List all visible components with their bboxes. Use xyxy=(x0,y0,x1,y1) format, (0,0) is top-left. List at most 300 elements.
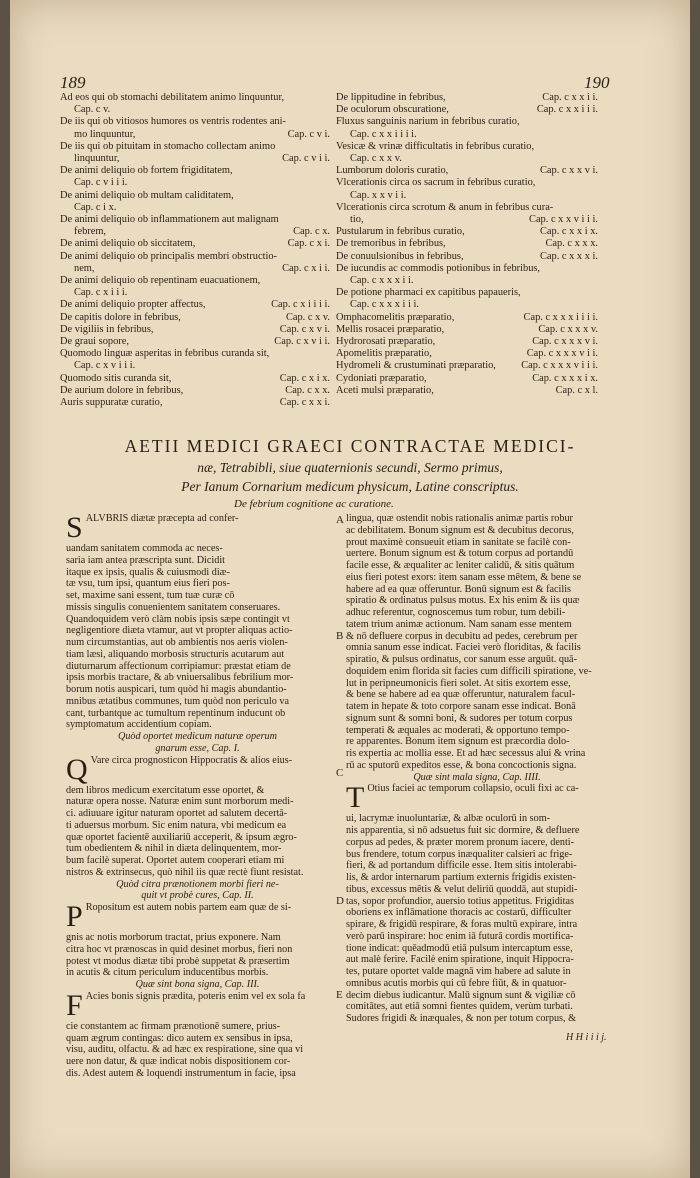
text-line-content: lut in peripneumonicis fieri solet. At sitis exortem esse, xyxy=(346,677,571,689)
text-line xyxy=(66,991,329,1021)
text-line-content: spiratio & ordinatus pulsus motus. Ex his enim & iis quæ xyxy=(346,595,580,607)
index-entry-chapter: Cap. c x v i i. xyxy=(274,336,330,348)
text-line xyxy=(66,1056,329,1068)
text-line-content: cie constantem ac firmam prænotionē sumere, prius- xyxy=(66,1020,281,1032)
index-entry-chapter xyxy=(326,92,330,104)
index-entry-text: De potione pharmaci ex capitibus papaueris, xyxy=(336,287,521,299)
text-line-content: potest vt modus diætæ tibi probè suppetat & præsertim xyxy=(66,955,290,967)
text-line xyxy=(346,584,608,596)
index-entry xyxy=(336,275,598,287)
index-entry-text: De animi deliquio ob fortem frigiditatem, xyxy=(60,165,233,177)
text-line-content: tatem trium animæ actionum. Nam sanam esse mentem xyxy=(346,618,572,630)
index-entry xyxy=(336,360,598,372)
index-entry-chapter: Cap. c v i. xyxy=(287,128,330,140)
text-line-content: facile esse, & æqualiter ac leniter calidū, & sitis quātum xyxy=(346,560,575,571)
text-line-content: tatem in hepate & toto corpore sanam esse indicat. Bonā xyxy=(346,701,576,712)
index-entry-text: De capitis dolore in febribus, xyxy=(60,311,181,323)
index-entry-chapter xyxy=(326,214,330,226)
text-line-content: saria iam antea præscripta sunt. Dicidit xyxy=(66,554,225,566)
text-line xyxy=(66,967,329,979)
index-entry xyxy=(60,153,330,165)
text-line xyxy=(66,625,329,637)
text-line-content: bus frendere, totum corpus inæqualiter calsieri ac frige- xyxy=(346,848,573,860)
index-entry-chapter: Cap. c x x v i. xyxy=(539,165,598,177)
text-line-content: itaque ex ipsis, qualis & cuiusmodi diæ- xyxy=(66,566,230,578)
index-entry-text: Vlcerationis circa os sacrum in febribus curatio, xyxy=(336,177,536,189)
index-entry xyxy=(60,165,330,177)
text-line xyxy=(66,513,329,543)
index-entry-text: Cap. c x i i i. xyxy=(74,287,128,299)
text-line xyxy=(66,843,329,855)
index-entry-text: Aceti mulsi præparatio, xyxy=(336,384,434,396)
text-line-content: rū ac sputorū expeditos esse, & bona concoctionis signa. xyxy=(346,759,577,771)
index-entry-text: Cap. c x x x i i i. xyxy=(350,299,419,311)
index-entry-text: Cap. c i x. xyxy=(74,201,117,213)
margin-mark-c: C xyxy=(336,767,344,779)
text-line xyxy=(346,631,608,643)
text-line-content: & nō defluere corpus in decubitu ad pedes, cerebrum per xyxy=(346,630,578,642)
text-line-content: ac debilitatem. Bonum signum est & decubitus decorus, xyxy=(346,524,574,536)
margin-mark-b: B xyxy=(336,630,344,642)
text-line xyxy=(346,689,608,701)
index-entry xyxy=(336,373,598,385)
index-entry-text: De vigiliis in febribus, xyxy=(60,323,154,335)
index-entry-chapter xyxy=(594,177,598,189)
text-line-content: signum sunt & somni boni, & sudores per totum corpus xyxy=(346,712,573,724)
text-line-content: Quòd citra prænotionem morbi fieri ne- xyxy=(116,878,279,890)
index-entry-chapter: Cap. c x x x v i i. xyxy=(526,348,598,360)
index-entry-text: De lippitudine in febribus, xyxy=(336,92,446,103)
text-line xyxy=(346,736,608,748)
index-entry-text: De aurium dolore in febribus, xyxy=(60,384,184,396)
index-entry-text: Cap. c x v i i i. xyxy=(74,360,136,372)
index-entry xyxy=(336,202,598,214)
text-line xyxy=(346,666,608,678)
text-line-content: tibus, excessus mētis & velut deliriū quoddā, aut stupidi- xyxy=(346,883,578,895)
text-line-content: num circumstantias, aut ob ambientis nos aeris violen- xyxy=(66,637,288,648)
chapter-index-left xyxy=(60,92,330,409)
text-line-content: tione indicat: quēadmodū etiā pulsum intercaptum esse, xyxy=(346,942,573,954)
text-line xyxy=(66,1033,329,1045)
text-line xyxy=(346,943,608,955)
text-line xyxy=(346,813,608,825)
text-line-content: in acutis & citum periculum inducentibus morbis. xyxy=(66,967,269,979)
index-entry xyxy=(60,324,330,336)
text-line xyxy=(346,572,608,584)
text-line xyxy=(346,713,608,725)
index-entry xyxy=(60,226,330,238)
text-line-content: omnia sanum esse indicat. Faciei verò floriditas, & facilis xyxy=(346,642,581,654)
text-line xyxy=(66,796,329,808)
text-line-content: Vare circa prognosticon Hippocratis & alios eius- xyxy=(90,754,293,766)
text-line xyxy=(346,849,608,861)
text-line-content: naturæ opera nosse. Naturæ enim sunt morborum medi- xyxy=(66,796,294,808)
text-line-content: Quandoquidem verò clàm nobis ipsis sæpe contingit vt xyxy=(66,613,290,625)
text-line xyxy=(346,860,608,872)
index-entry xyxy=(60,177,330,189)
title-line-2: næ, Tetrabibli, siue quaternionis secundi, Sermo primus, xyxy=(197,460,503,475)
index-entry xyxy=(60,336,330,348)
text-line xyxy=(66,578,329,590)
margin-mark-d: D xyxy=(336,895,344,907)
text-line xyxy=(66,543,329,555)
index-entry xyxy=(336,287,598,299)
index-entry xyxy=(336,104,598,116)
section-title: De febrium cognitione ac curatione. xyxy=(234,498,394,510)
index-entry-text: Vlcerationis circa scrotum & anum in febribus cura- xyxy=(336,201,554,213)
text-line xyxy=(346,760,608,772)
chapter-heading xyxy=(66,879,329,891)
text-line xyxy=(66,956,329,968)
text-line-content: temperati & æquales ac moderati, & opportuno tempo- xyxy=(346,724,570,736)
text-line-content: lis, & ardor internarum partium externis frigidis existen- xyxy=(346,872,576,883)
index-entry-text: Fluxus sanguinis narium in febribus curatio, xyxy=(336,116,520,128)
text-line xyxy=(66,1021,329,1033)
text-line xyxy=(346,907,608,919)
title-block xyxy=(50,436,650,495)
text-line xyxy=(346,725,608,737)
index-entry-chapter: Cap. c x x i. xyxy=(279,397,330,409)
index-entry-chapter: Cap. c x x x v i i i. xyxy=(521,360,598,372)
text-line-content: uandam sanitatem commoda ac neces- xyxy=(66,543,223,554)
text-line xyxy=(66,637,329,649)
index-entry xyxy=(336,336,598,348)
margin-mark-e: E xyxy=(336,989,343,1001)
index-entry-text: Hydromeli & crustuminati præparatio, xyxy=(336,360,496,372)
index-entry xyxy=(60,299,330,311)
text-line-content: quæ oportet facientē auxiliariū acceperit, & ipsum ægro- xyxy=(66,831,297,843)
index-entry-text: Ad eos qui ob stomachi debilitatem animo linquuntur, xyxy=(60,92,285,103)
body-column-left xyxy=(66,513,329,1080)
text-line xyxy=(66,1068,329,1080)
index-entry xyxy=(336,263,598,275)
text-line xyxy=(346,896,608,908)
page-number-left: 189 xyxy=(60,73,86,92)
body-column-right xyxy=(346,513,608,1025)
index-entry-chapter xyxy=(326,165,330,177)
index-entry-text: febrem, xyxy=(74,226,107,238)
text-line-content: gnarum esse, Cap. I. xyxy=(155,742,240,754)
index-entry-chapter: Cap. c x i i i i. xyxy=(271,299,330,311)
index-entry xyxy=(336,226,598,238)
text-line-content: doquidem enim florida sit facies cum difficili spiratione, ve- xyxy=(346,665,592,677)
drop-cap: Q xyxy=(66,754,88,785)
index-entry xyxy=(336,190,598,202)
text-line-content: corpus ad pedes, & præter morem pronum iacere, denti- xyxy=(346,836,575,848)
index-entry xyxy=(60,348,330,360)
text-line-content: tum obedientem & nihil in diæta delinquentem, mor- xyxy=(66,843,282,855)
index-entry-chapter: Cap. c x x x i. xyxy=(539,250,598,262)
index-entry-text: De conuulsionibus in febribus, xyxy=(336,250,464,262)
text-line xyxy=(346,966,608,978)
text-line-content: lingua, quæ ostendit nobis rationalis animæ partis robur xyxy=(346,513,573,524)
text-line xyxy=(66,684,329,696)
text-line-content: & bene se habere ad ea quæ offeruntur, naturalem facul- xyxy=(346,689,576,701)
text-line-content: nis apparentia, si nō adsuetus fuit sic dormire, & defluere xyxy=(346,825,580,836)
index-entry xyxy=(60,116,330,128)
text-line xyxy=(346,537,608,549)
text-line-content: Quòd oportet medicum naturæ operum xyxy=(117,731,278,742)
index-entry-chapter xyxy=(326,104,330,116)
index-entry xyxy=(60,275,330,287)
text-line-content: ti aduersus morbum. Sic enim natura, vbi medicum ea xyxy=(66,819,287,831)
text-line-content: fieri, & ad portandum difficile esse. Item sitis intolerabi- xyxy=(346,860,577,872)
text-line-content: adhuc referentur, cognoscemus tum robur, tum debili- xyxy=(346,607,566,618)
index-entry-chapter xyxy=(326,141,330,153)
index-entry-text: De animi deliquio ob inflammationem aut malignam xyxy=(60,214,279,226)
index-entry xyxy=(60,92,330,104)
text-line-content: Acies bonis signis prædita, poteris enim vel ex sola fa xyxy=(85,990,306,1002)
text-line xyxy=(66,614,329,626)
index-entry xyxy=(60,397,330,409)
text-line xyxy=(346,595,608,607)
text-line xyxy=(346,748,608,760)
index-entry-chapter xyxy=(594,263,598,275)
text-line-content: set, maxime sani essent, tum tuæ curæ cō xyxy=(66,590,235,601)
index-entry-text: Pustularum in febribus curatio, xyxy=(336,226,465,238)
index-entry-chapter: Cap. c x x i i. xyxy=(542,92,598,103)
index-entry-chapter xyxy=(594,299,598,311)
index-entry-text: nem, xyxy=(74,262,95,274)
text-line-content: ALVBRIS diætæ præcepta ad confer- xyxy=(85,513,239,524)
index-entry xyxy=(60,287,330,299)
text-line-content: ci. adiuuare igitur naturam oportet ad salutem decertā- xyxy=(66,808,288,819)
text-line xyxy=(346,619,608,631)
text-line xyxy=(346,872,608,884)
index-entry-text: De iis qui ob pituitam in stomacho collectam animo xyxy=(60,140,276,152)
chapter-heading xyxy=(66,731,329,743)
index-entry-chapter xyxy=(594,153,598,165)
index-entry xyxy=(60,373,330,385)
index-entry xyxy=(60,385,330,397)
index-entry-text: Lumborum doloris curatio, xyxy=(336,165,449,177)
index-entry-text: De animi deliquio ob principalis membri obstructio- xyxy=(60,250,278,262)
text-line-content: missis singulis conuenientem sanitatem conseruares. xyxy=(66,601,281,613)
text-line-content: visu, auditu, olfactu. & ad hæc ex respiratione, sine qua vi xyxy=(66,1044,304,1056)
index-entry xyxy=(336,177,598,189)
signature-mark: H H i i i j. xyxy=(566,1032,607,1043)
index-entry-text: tio, xyxy=(350,214,364,226)
index-entry xyxy=(60,360,330,372)
text-line xyxy=(66,696,329,708)
chapter-heading xyxy=(346,772,608,784)
index-entry-text: De iis qui ob vitiosos humores os ventris rodentes ani- xyxy=(60,116,286,128)
index-entry-chapter xyxy=(326,190,330,202)
text-line-content: uertere. Bonum signum est & totum corpus ad portandū xyxy=(346,548,574,560)
index-entry-chapter: Cap. c x i i. xyxy=(282,262,330,274)
text-line-content: spirare, & frigidū respirare, & foras multū expirare, intra xyxy=(346,919,578,930)
index-entry-text: Cap. c x x x i i. xyxy=(350,275,414,287)
text-line xyxy=(346,1001,608,1013)
index-entry-text: Cap. c x x v. xyxy=(350,153,402,165)
index-entry-text: Auris suppuratæ curatio, xyxy=(60,397,163,409)
index-entry xyxy=(60,190,330,202)
index-entry-text: De graui sopore, xyxy=(60,336,129,348)
index-entry xyxy=(336,165,598,177)
index-entry-text: De tremoribus in febribus, xyxy=(336,238,446,250)
drop-cap: T xyxy=(346,783,365,814)
index-entry xyxy=(336,251,598,263)
text-line xyxy=(66,602,329,614)
index-entry xyxy=(336,238,598,250)
text-line-content: decim diebus iudicantur. Malū signum sunt & vigiliæ cō xyxy=(346,989,576,1001)
text-line-content: gnis ac notis morborum tractat, prius exponere. Nam xyxy=(66,932,281,943)
index-entry xyxy=(336,385,598,397)
index-entry-text: Quomodo linguæ asperitas in febribus curanda sit, xyxy=(60,348,270,360)
drop-cap: S xyxy=(66,513,83,543)
index-entry-text: De iucundis ac commodis potionibus in febribus, xyxy=(336,262,541,274)
index-entry-chapter xyxy=(594,287,598,299)
text-line xyxy=(66,755,329,785)
chapter-heading xyxy=(66,743,329,755)
index-entry xyxy=(60,238,330,250)
index-entry-chapter: Cap. c x x x v. xyxy=(538,323,598,335)
text-line xyxy=(66,932,329,944)
index-entry xyxy=(336,153,598,165)
index-entry-chapter xyxy=(326,287,330,299)
book-page xyxy=(10,0,690,1178)
text-line xyxy=(346,954,608,966)
index-entry-text: Quomodo sitis curanda sit, xyxy=(60,372,172,384)
text-line xyxy=(66,719,329,731)
index-entry-text: Cap. x x v i i. xyxy=(350,189,407,201)
index-entry-text: linquuntur, xyxy=(74,153,120,165)
text-line-content: negligentiore diæta vtamur, aut vt propter aliquas actio- xyxy=(66,625,293,637)
index-entry-text: Hydrorosati præparatio, xyxy=(336,336,436,348)
text-line-content: quam ægrum contingas: dico autem ex sensibus in ipsa, xyxy=(66,1032,293,1044)
index-entry-text: mo linquuntur, xyxy=(74,128,136,140)
text-line xyxy=(346,978,608,990)
text-line xyxy=(66,808,329,820)
text-line xyxy=(346,1013,608,1025)
index-entry-chapter: Cap. c x i. xyxy=(287,238,330,250)
text-line-content: borum notis auspicari, tum quòd hi magis abundantio- xyxy=(66,684,287,695)
chapter-heading xyxy=(66,890,329,902)
text-line xyxy=(66,708,329,720)
title-line-3: Per Ianum Cornarium medicum physicum, Latine conscriptus. xyxy=(181,479,519,494)
index-entry xyxy=(60,129,330,141)
index-entry-text: De animi deliquio ob repentinam euacuationem, xyxy=(60,275,261,287)
text-line xyxy=(346,884,608,896)
text-line-content: comitātes, aut etiā somni fientes quidem, verùm turbati. xyxy=(346,1001,573,1013)
text-line xyxy=(66,649,329,661)
index-entry-text: De oculorum obscuratione, xyxy=(336,104,449,116)
text-line-content: tes, putare oportet valde magnā vim habere ad salute in xyxy=(346,966,571,977)
title-line-1: AETII MEDICI GRAECI CONTRACTAE MEDICI- xyxy=(124,436,576,456)
index-entry-chapter: Cap. c x x x. xyxy=(545,238,598,250)
text-line-content: Otius faciei ac temporum collapsio, oculi fixi ac ca- xyxy=(367,783,579,795)
index-entry xyxy=(336,141,598,153)
text-line xyxy=(346,825,608,837)
text-line-content: eius fieri potest exors: item sanam esse mētem, & bene se xyxy=(346,571,582,583)
index-entry-chapter: Cap. c x. xyxy=(293,226,330,238)
text-line-content: Ropositum est autem nobis partem eam quæ de si- xyxy=(85,902,292,913)
text-line xyxy=(346,919,608,931)
index-entry-text: De animi deliquio ob multam caliditatem, xyxy=(60,189,234,201)
text-line-content: spiratio, & pulsus ordinatus, cor sanum esse arguūt. quā- xyxy=(346,654,577,665)
index-entry-text: Cap. c x x i i i i. xyxy=(350,128,417,140)
text-line xyxy=(346,607,608,619)
text-line-content: ris expertia ac mollia esse. Et ad hæc secessus alui & vrina xyxy=(346,748,586,759)
text-line xyxy=(66,832,329,844)
text-line-content: aut malè ferire. Facilè enim spiratione, inquit Hippocra- xyxy=(346,954,574,966)
text-line xyxy=(66,785,329,797)
text-line-content: quit vt probè cures, Cap. II. xyxy=(141,890,254,902)
text-line-content: diuturnarum affectionum corripiamur: præstat etiam de xyxy=(66,660,291,672)
text-line xyxy=(346,990,608,1002)
index-entry-text: Cap. c v i i i. xyxy=(74,177,128,189)
index-entry-chapter xyxy=(594,141,598,153)
text-line-content: symptomatum accidentium copiam. xyxy=(66,719,212,731)
text-line xyxy=(346,931,608,943)
text-line xyxy=(66,590,329,602)
text-line-content: tas, sopor profundior, auersio totius appetitus. Frigiditas xyxy=(346,895,574,907)
text-line xyxy=(346,642,608,654)
index-entry xyxy=(336,92,598,104)
text-line xyxy=(346,837,608,849)
text-line-content: uere non datur, & quæ indicat nobis dispositionem cor- xyxy=(66,1056,291,1067)
text-line xyxy=(66,672,329,684)
index-entry xyxy=(336,214,598,226)
chapter-index-right xyxy=(336,92,598,397)
index-entry-chapter xyxy=(326,348,330,360)
index-entry-chapter: Cap. c v i i. xyxy=(282,153,330,165)
index-entry-chapter xyxy=(326,251,330,263)
index-entry-chapter xyxy=(594,275,598,287)
text-line-content: ipsis morbis tractare, & ab vniuersalibus febrilium mor- xyxy=(66,672,294,684)
index-entry-chapter: Cap. c x x x i x. xyxy=(532,372,598,384)
text-line-content: bum facilè superat. Oportet autem cooperari etiam mi xyxy=(66,855,285,866)
text-line xyxy=(346,654,608,666)
text-line xyxy=(346,525,608,537)
text-line xyxy=(66,944,329,956)
index-entry-text: De animi deliquio ob siccitatem, xyxy=(60,238,196,250)
index-entry-chapter: Cap. c x x v i i i. xyxy=(529,214,598,226)
index-entry-chapter: Cap. c x x x v i. xyxy=(532,336,598,348)
page-number-right: 190 xyxy=(584,73,610,92)
index-entry xyxy=(60,312,330,324)
drop-cap: P xyxy=(66,902,83,932)
index-entry-text: Vesicæ & vrinæ difficultatis in febribus curatio, xyxy=(336,140,535,152)
text-line-content: re apparentes. Bonum item signum est præcordia dolo- xyxy=(346,736,570,748)
index-entry xyxy=(60,263,330,275)
text-line-content: Quæ sint mala signa, Cap. IIII. xyxy=(413,771,541,783)
index-entry-chapter: Cap. c x v i. xyxy=(279,323,330,335)
text-line-content: Sudores frigidi & inæquales, & non per totum corpus, & xyxy=(346,1013,577,1024)
text-line xyxy=(346,678,608,690)
index-entry-text: Apomelitis præparatio, xyxy=(336,348,432,360)
index-entry xyxy=(336,324,598,336)
index-entry xyxy=(336,129,598,141)
text-line-content: omnibus acutis morbis qui cū febre fiūt, & in quatuor- xyxy=(346,977,567,989)
index-entry-chapter: Cap. c x x. xyxy=(285,384,330,396)
index-entry-text: Omphacomelitis præparatio, xyxy=(336,311,455,323)
index-entry-chapter xyxy=(326,177,330,189)
index-entry-chapter xyxy=(594,116,598,128)
text-line-content: habere ad ea quæ offeruntur. Bonū signum est & facilis xyxy=(346,583,572,595)
index-entry xyxy=(336,299,598,311)
index-entry-chapter xyxy=(326,360,330,372)
text-line xyxy=(346,513,608,525)
text-line-content: tiam læsi, aliquando morbosis structuris acutarum aut xyxy=(66,648,285,660)
index-entry-chapter xyxy=(594,202,598,214)
text-line-content: ui, lacrymæ inuoluntariæ, & albæ oculorū in som- xyxy=(346,813,551,825)
index-entry xyxy=(336,312,598,324)
index-entry xyxy=(60,104,330,116)
index-entry xyxy=(60,214,330,226)
index-entry-text: Cydoniati præparatio, xyxy=(336,372,427,384)
index-entry-chapter: Cap. c x v. xyxy=(285,311,330,323)
